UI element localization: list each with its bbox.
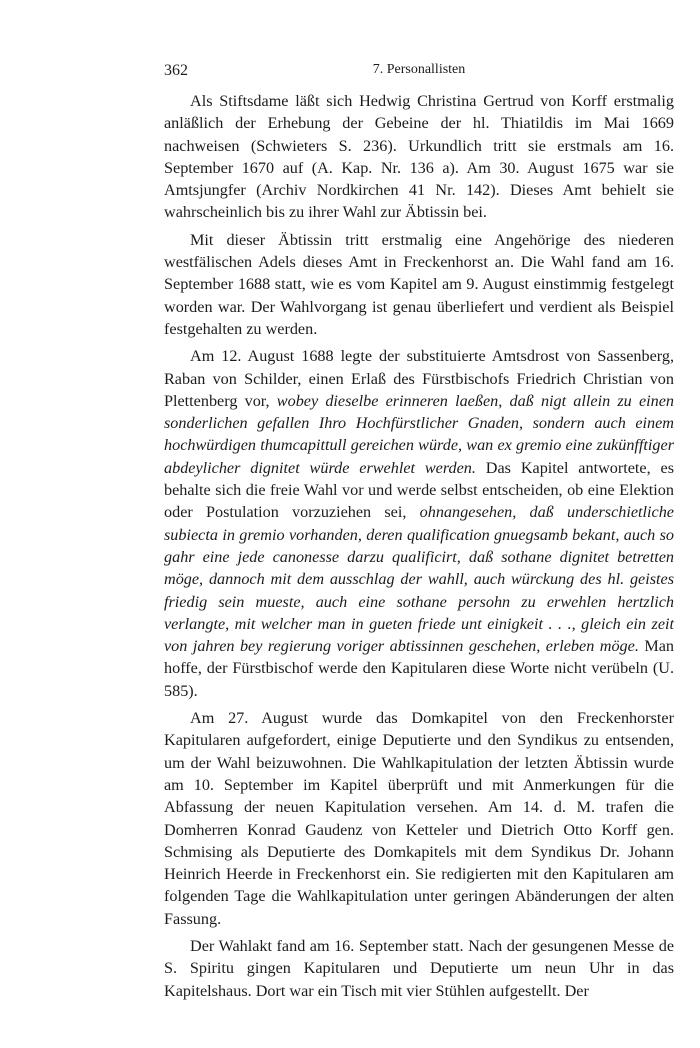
- book-page: [164, 62, 674, 1002]
- text-segment: Man hoffe, der Fürstbischof werde den Kapitularen diese Worte nicht verübeln (U. 585).: [164, 637, 674, 700]
- paragraph: [164, 229, 674, 340]
- paragraph: [164, 707, 674, 930]
- page-number: 362: [164, 62, 188, 79]
- text-segment: Als Stiftsdame läßt sich Hedwig Christina Gertrud von Korff erstmalig anläßlich der Erhebung der Gebeine der hl. Thiatildis im Mai 1669 nachweisen (Schwieters S. 236). Urkundlich tritt sie erstmals am 16. September 1670 auf (A. Kap. Nr. 136 a). Am 30. August 1675 war sie Amtsjungfer (Archiv Nordkirchen 41 Nr. 142). Dieses Amt behielt sie wahrscheinlich bis zu ihrer Wahl zur Äbtissin bei.: [164, 92, 674, 222]
- text-segment: Das Kapitel antwortete, es behalte sich die freie Wahl vor und werde selbst entscheiden, ob eine Elektion oder Postulation vorzuziehen sei,: [164, 458, 674, 522]
- quotation-italic: ohnangesehen, daß underschietliche subiecta in gremio vorhanden, deren qualification gnuegsamb bekant, auch so gahr eine jede canonesse darzu qualificirt, daß sothane dignitet betretten möge, dannoch mit dem ausschlag der wahll, auch würckung des hl. geistes friedig sein mueste, auch eine sothane persohn zu erwehlen hertzlich verlangte, mit welcher man in gueten friede unt einigkeit . . ., gleich ein zeit von jahren bey regierung voriger abtissinnen geschehen, erleben möge.: [164, 503, 674, 656]
- body-text: [164, 90, 674, 1002]
- paragraph: [164, 935, 674, 1002]
- paragraph: [164, 345, 674, 702]
- text-segment: Am 27. August wurde das Domkapitel von den Freckenhorster Kapitularen aufgefordert, einige Deputierte und den Syndikus zu entsenden, um der Wahl beizuwohnen. Die Wahlkapitulation der letzten Äbtissin wurde am 10. September im Kapitel überprüft und mit Anmerkungen für die Abfassung der neuen Kapitulation versehen. Am 14. d. M. trafen die Domherren Konrad Gaudenz von Ketteler und Dietrich Otto Korff gen. Schmising als Deputierte des Domkapitels mit dem Syndikus Dr. Johann Heinrich Heerde in Freckenhorst ein. Sie redigierten mit den Kapitularen am folgenden Tage die Wahlkapitulation unter geringen Abänderungen der alten Fassung.: [164, 709, 674, 928]
- running-head: [164, 62, 674, 88]
- quotation-italic: wobey dieselbe erinneren laeßen, daß nigt allein zu einen sonderlichen gefallen Ihro Hochfürstlicher Gnaden, sondern auch einem hochwürdigen thumcapittull gereichen würde, wan ex gremio eine zukünfftiger abdeylicher dignitet würde erwehlet werden.: [164, 391, 675, 477]
- section-title: 7. Personallisten: [372, 62, 466, 77]
- text-segment: Mit dieser Äbtissin tritt erstmalig eine Angehörige des niederen westfälischen Adels dieses Amt in Freckenhorst an. Die Wahl fand am 16. September 1688 statt, wie es vom Kapitel am 9. August einstimmig festgelegt worden war. Der Wahlvorgang ist genau überliefert und verdient als Beispiel festgehalten zu werden.: [164, 230, 674, 338]
- paragraph: [164, 90, 674, 224]
- text-segment: Der Wahlakt fand am 16. September statt. Nach der gesungenen Messe de S. Spiritu gingen Kapitularen und Deputierte um neun Uhr in das Kapitelshaus. Dort war ein Tisch mit vier Stühlen aufgestellt. Der: [164, 936, 674, 1000]
- text-segment: Am 12. August 1688 legte der substituierte Amtsdrost von Sassenberg, Raban von Schilder, einen Erlaß des Fürstbischofs Friedrich Christian von Plettenberg vor,: [164, 347, 674, 410]
